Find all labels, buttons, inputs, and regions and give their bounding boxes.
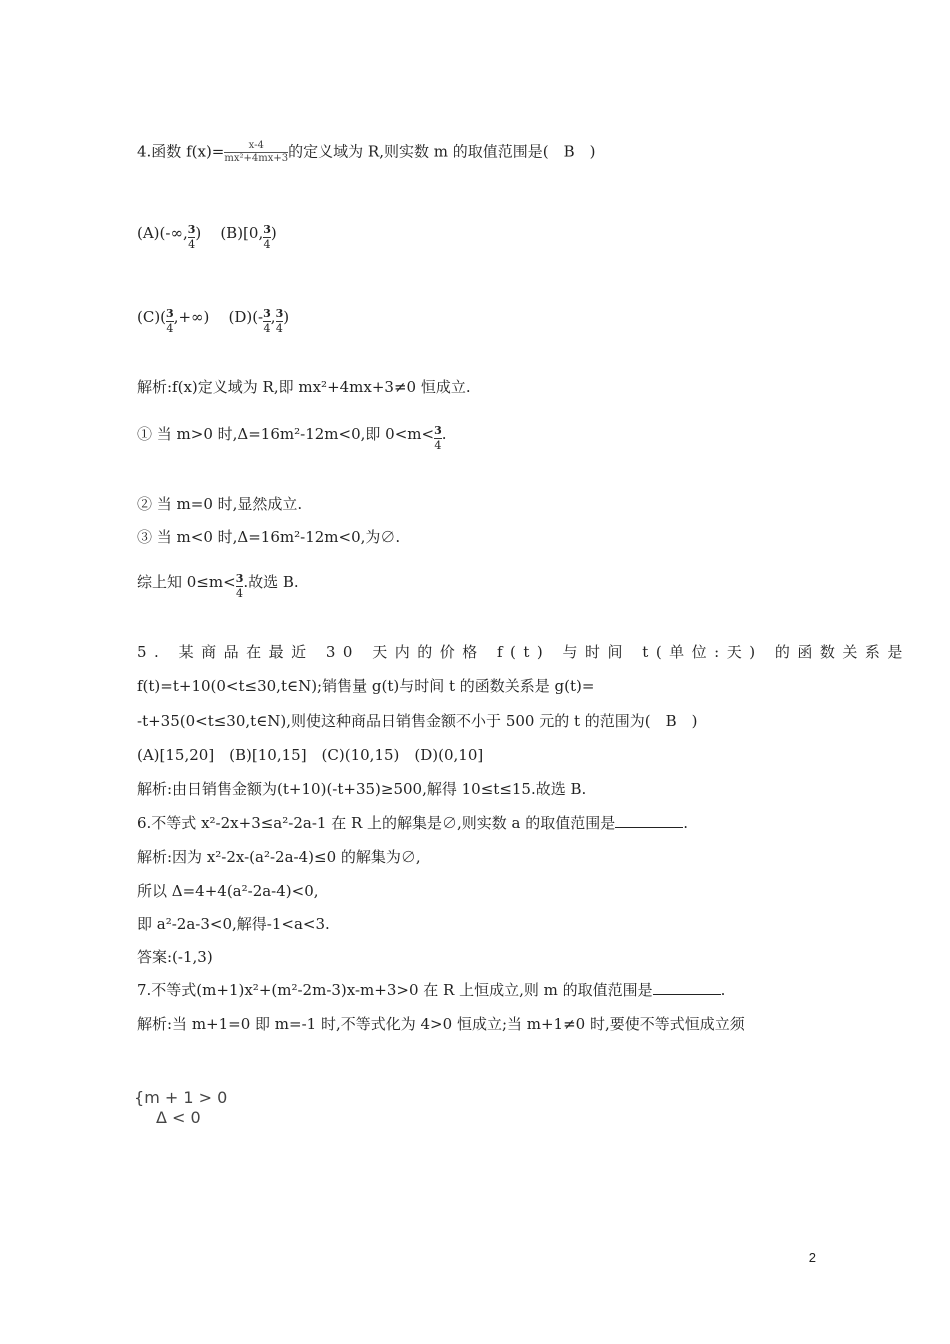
q4-stem-post: 的定义域为 R,则实数 m 的取值范围是( B ) [288,142,596,161]
q7-stem: 7.不等式(m+1)x²+(m²-2m-3)x-m+3>0 在 R 上恒成立,则 m 的取值范围是 . [137,981,726,999]
q5-options: (A)[15,20] (B)[10,15] (C)(10,15) (D)(0,10] [137,746,484,764]
q4-solution-case1: ① 当 m>0 时,Δ=16m²-12m<0,即 0<m< $\frac{3}{4}$ . [137,424,447,452]
q7-system-line1: {m + 1 > 0 [134,1088,228,1107]
q7-system-line2: Δ < 0 [156,1108,201,1127]
q7-answer-blank [653,980,721,995]
left-brace-icon: { [134,1088,145,1107]
q4-solution-case3: ③ 当 m<0 时,Δ=16m²-12m<0,为∅. [137,528,401,546]
q4-option-b: (B)[0, $\frac{3}{4}$ ) [220,223,277,251]
q5-stem-line3: -t+35(0<t≤30,t∈N),则使这种商品日销售金额不小于 500 元的 t 的范围为( B ) [137,712,698,730]
q4-stem-pre: 4.函数 f(x)= [137,142,225,161]
q6-solution-line3: 即 a²-2a-3<0,解得-1<a<3. [137,915,330,933]
q4-fraction [224,140,288,165]
q4-options-ab [137,223,277,252]
q6-stem: 6.不等式 x²-2x+3≤a²-2a-1 在 R 上的解集是∅,则实数 a 的取值范围是 . [137,814,689,832]
q7-inequality-system [134,1088,227,1128]
q5-solution: 解析:由日销售金额为(t+10)(-t+35)≥500,解得 10≤t≤15.故选 B. [137,780,587,798]
q4-option-a: (A)(-∞, $\frac{3}{4}$ ) [137,223,202,251]
q6-answer: 答案:(-1,3) [137,948,213,966]
page-number: 2 [808,1250,816,1265]
q4-option-d: (D)(- $\frac{3}{4}$ , $\frac{3}{4}$ ) [228,307,290,335]
q4-stem [137,140,595,165]
q4-solution-case2: ② 当 m=0 时,显然成立. [137,495,303,513]
q5-stem-line1: 5. 某商品在最近 30 天内的价格 f(t) 与时间 t(单位:天) 的函数关系是 [137,643,910,661]
q6-answer-blank [615,813,683,828]
q6-solution-line2: 所以 Δ=4+4(a²-2a-4)<0, [137,882,319,900]
q4-options-cd [137,307,289,336]
q4-solution-conclusion: 综上知 0≤m< $\frac{3}{4}$ .故选 B. [137,572,299,600]
q6-solution-line1: 解析:因为 x²-2x-(a²-2a-4)≤0 的解集为∅, [137,848,421,866]
q4-option-c: (C)( $\frac{3}{4}$ ,+∞) [137,307,210,335]
q7-solution-line1: 解析:当 m+1=0 即 m=-1 时,不等式化为 4>0 恒成立;当 m+1≠0 时,要使不等式恒成立须 [137,1015,745,1033]
q4-frac-denominator: mx²+4mx+3 [224,153,289,164]
q4-frac-numerator: x-4 [224,140,288,153]
q4-solution-line1: 解析:f(x)定义域为 R,即 mx²+4mx+3≠0 恒成立. [137,378,471,396]
q5-stem-line2: f(t)=t+10(0<t≤30,t∈N);销售量 g(t)与时间 t 的函数关系是 g(t)= [137,677,595,695]
